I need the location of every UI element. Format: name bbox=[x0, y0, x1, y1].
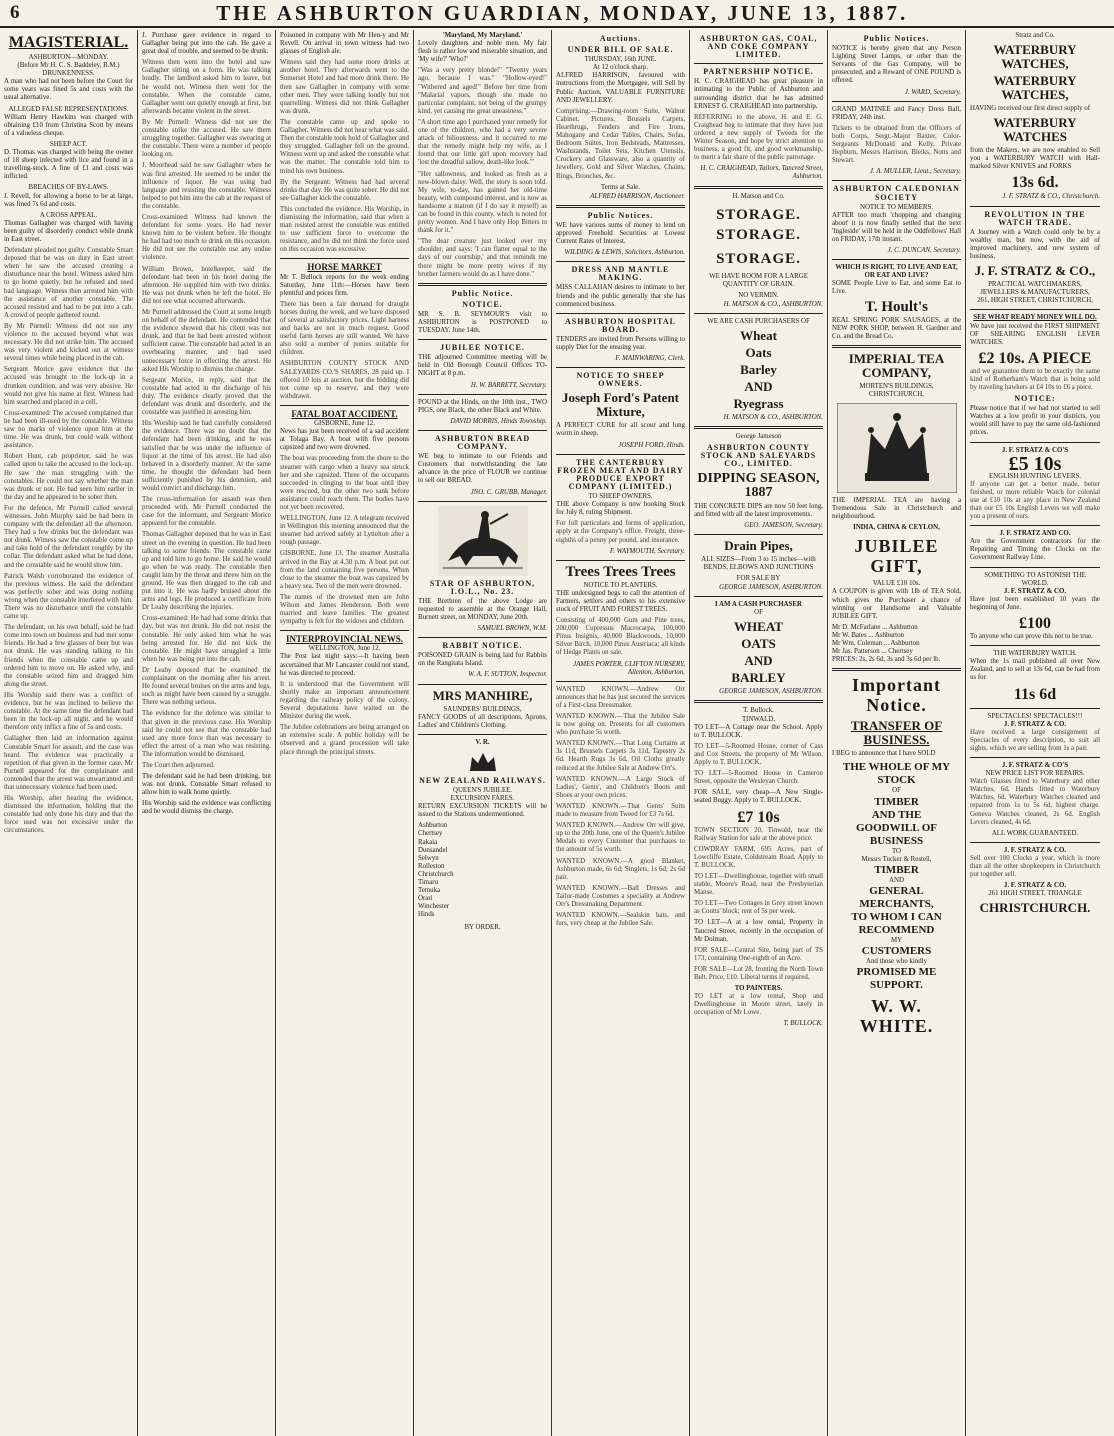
transfer-line: Messrs Tucker & Restell, bbox=[861, 855, 932, 863]
jameson-header: George Jameson bbox=[735, 433, 782, 441]
transfer-line: CUSTOMERS bbox=[861, 944, 932, 957]
storage-heading: STORAGE. STORAGE. bbox=[716, 206, 801, 243]
rabbit-heading: RABBIT NOTICE. bbox=[442, 641, 523, 651]
body-text-block: and we guarantee them to be exactly the same kind of Rotherham's Watch that is being sold by traveling hawkers at £4 10s to £6 a piece. bbox=[970, 367, 1100, 391]
final-city: CHRISTCHURCH. bbox=[979, 900, 1091, 916]
revolution-text: A Journey with a Watch could only be by a wealthy man, but now, with the aid of improved machinery, and new system of business, bbox=[970, 228, 1100, 261]
column-1 bbox=[0, 30, 138, 1436]
section-cross-appeal: A CROSS APPEAL. bbox=[39, 211, 98, 219]
body-text-block: REFERRING to the above, H. and E. G. Craighead beg to intimate that they have just ordered a new supply of Tweeds for the Winter Season, and hope by strict attention to business, a good fit, and good workmanship, to merit a fair share of the public patronage. bbox=[694, 113, 823, 162]
transfer-line: AND bbox=[889, 876, 904, 884]
bread-text: WE beg to intimate to our Friends and Customers that notwithstanding the late advance in the price of FLOUR we continue to sell our BREAD. bbox=[418, 453, 547, 485]
price-2: 11s 6d bbox=[1013, 685, 1057, 703]
station-item: Christchurch bbox=[418, 870, 454, 878]
gas-notice-sig: J. WARD, Secretary. bbox=[904, 88, 961, 96]
body-text-block: Tickets to be obtained from the Officers of both Corps, Sergt.-Major Baxter, Color-Sergeants McDonald and Kelly, Private Hepburn, Messrs Harrison, Bleiks, Notts and Stewart. bbox=[832, 124, 961, 165]
body-text-block: It is understood that the Government will shortly make an important announcement regarding the railway policy of the colony. Several deputations have waited on the Minister during the week. The Jubilee celebrations are being arranged on an extensive scale. A public holiday will be observed and a grand procession will take place through the principal streets. bbox=[280, 680, 409, 756]
dip-sig: GEO. JAMESON, Secretary. bbox=[744, 521, 823, 529]
station-item: Hinds bbox=[418, 911, 435, 919]
hoult-text: REAL SPRING PORK SAUSAGES, at the NEW PORK SHOP, between H. Gardner and Co. and the Bread Co. bbox=[832, 316, 961, 340]
stratz-5: J. F. STRATZ & CO'S bbox=[1001, 761, 1069, 769]
bill-time: At 12 o'clock sharp. bbox=[592, 64, 649, 72]
matson-sig: H. MATSON & CO., ASHBURTON. bbox=[723, 300, 823, 308]
cash-text: WE ARE CASH PURCHASERS OF bbox=[707, 317, 810, 325]
sheep-heading: NOTICE TO SHEEP OWNERS. bbox=[576, 371, 665, 389]
station-item: Winchester bbox=[418, 903, 450, 911]
grain-item: Wheat bbox=[740, 328, 777, 344]
bullock-sig: T. BULLOCK. bbox=[783, 1020, 823, 1028]
transfer-line: PROMISED ME SUPPORT. bbox=[856, 965, 937, 991]
tea-agent-item: Mr D. McFarlane ... Ashburton bbox=[832, 623, 918, 631]
railway-vr: V. R. bbox=[475, 738, 490, 746]
sale-text: FOR SALE, very cheap—A New Single-seated Buggy. Apply to T. BULLOCK. bbox=[694, 789, 823, 805]
poem-text: Lovely daughters and noble men. My fair flesh is rather low and miserable situation, and 'My wife?' 'Who?' bbox=[418, 40, 547, 64]
concert-text: GRAND MATINEE and Fancy Dress Ball, FRIDAY, 24th inst. bbox=[832, 105, 961, 121]
trees-text: THE undersigned begs to call the attention of Farmers, settlers and others to his extensive stock of FRUIT AND FOREST TREES. bbox=[556, 589, 685, 613]
section-false-rep: ALLEGED FALSE REPRESENTATIONS. bbox=[8, 105, 129, 113]
money-text: WE have various sums of money to lend on approved Freehold Securities at Lowest Current Rates of Interest. bbox=[556, 221, 685, 246]
masthead bbox=[0, 0, 1114, 28]
station-item: Timaru bbox=[418, 879, 439, 887]
waterbury-text: HAVING received our first direct supply of bbox=[970, 105, 1091, 113]
matson-header: H. Matson and Co. bbox=[732, 192, 785, 200]
interprovincial-text: The Post last night says:—It having been ascertained that Mr Lancaster could not stand, he was directed to proceed. bbox=[280, 653, 409, 677]
cash-grain-item: OATS bbox=[741, 636, 776, 652]
section-drunkenness: DRUNKENNESS. bbox=[42, 70, 95, 78]
column-4 bbox=[414, 30, 552, 1436]
horse-market-text: Mr T. Bullock reports for the week ending Saturday, June 11th:—Horses have been plentiful and prices firm. bbox=[280, 273, 409, 297]
tea-text: THE IMPERIAL TEA are having a Tremendous Sale in Christchurch and neighbourhood. bbox=[832, 497, 961, 521]
bill-sig: ALFRED HARRISON, Auctioneer. bbox=[590, 192, 685, 200]
revolution-heading: REVOLUTION IN THE WATCH TRADE. bbox=[984, 209, 1086, 227]
bill-date: THURSDAY, 16th JUNE. bbox=[584, 56, 657, 64]
star-lodge-sig: SAMUEL BROWN, W.M. bbox=[477, 625, 547, 633]
tea-lands: INDIA, CHINA & CEYLON, bbox=[853, 524, 940, 532]
hospital-heading: ASHBURTON HOSPITAL BOARD. bbox=[565, 316, 676, 334]
tea-value: VALUE £10 10s. bbox=[872, 580, 921, 588]
cash-sig: GEORGE JAMESON, ASHBURTON. bbox=[719, 688, 823, 696]
fatal-boat-place: GISBORNE, June 12. bbox=[314, 420, 375, 428]
transfer-line: TO WHOM I CAN bbox=[851, 910, 942, 923]
tea-prices: PRICES: 2s, 2s 6d, 3s and 3s 6d per lb. bbox=[832, 656, 941, 664]
railway-sub: QUEEN'S JUBILEE. bbox=[452, 787, 513, 794]
repairs-heading: NEW PRICE LIST FOR REPAIRS. bbox=[985, 770, 1085, 778]
body-text-block: FOR SALE—Central Site, being part of TS 173, containing One-eighth of an Acre. FOR SALE—Lot 28, fronting the North Town Belt. Price, £10. Liberal terms if required. bbox=[694, 946, 823, 981]
body-text-block: Defendant pleaded not guilty. Constable Smart deposed that he was on duty in East street when he saw the accused creating a disturbance near the hotel. Witness asked him to go home quietly, but he refused and used bad language. Witness then arrested him with the assistance of another constable. The accused resisted and had to be put into a cab. A crowd of people gathered round. By Mr Purnell: Witness did not use any violence to the accused beyond what was necessary. He did not strike him. The accused was very violent and kicked out at witness several times while being placed in the cab. Sergeant Morice gave evidence that the accused was brought to the lock-up in a drunken condition, and was very abusive. He would not give his name at first. Witness had him searched and placed in a cell. Cross-examined: The accused complained that he had been ill-used by the constable. Witness saw no marks of violence upon him at the time. He was drunk, but could walk without assistance. Robert Hunt, cab proprietor, said he was called upon to take the accused to the lock-up. He saw the man struggling with the constables. He could not say whether the man was drunk or not. He had seen him earlier in the day and he appeared to be sober then. For the defence, Mr Purnell called several witnesses. John Murphy said he had been in company with the defendant all the afternoon. They had a few drinks but the defendant was not drunk. Witness saw the constable come up and take hold of the defendant roughly by the collar. The defendant asked what he had done, and the constable said he would show him. Patrick Walsh corroborated the evidence of the previous witness. He said the defendant was perfectly sober and was doing nothing wrong when the constable interfered with him. There was no disturbance until the constable came up. The defendant, on his own behalf, said he had come into town on business and had met some friends. He had a few glasses of beer but was not drunk. He was standing talking to his friends when the constable came up and ordered him to move on. He asked why, and the constable seized him and dragged him along the street. His Worship said there was a conflict of evidence, but he was inclined to believe the constable. At the same time the defendant had been in the lock-up all night, and he would therefore only inflict a fine of 5s and costs. Gallagher then laid an information against Constable Smart for assault, and the case was heard. The evidence was practically a repetition of that given in the former case. Mr Purnell appeared for the complainant and contended that the arrest was unwarranted and that unnecessary violence had been used. His Worship, after hearing the evidence, dismissed the information, holding that the constable had only done his duty and that the force used was not excessive under the circumstances. bbox=[4, 247, 133, 835]
trees-heading: Trees Trees Trees bbox=[565, 563, 676, 580]
tooth-text: SOME People Live to Eat, and some Eat to Live. bbox=[832, 280, 961, 296]
waterbury-2: WATERBURY WATCHES, bbox=[993, 73, 1077, 103]
seymour-notice: MR S. B. SEYMOUR'S visit to ASHBURTON is POSTPONED to TUESDAY, June 14th. bbox=[418, 310, 547, 335]
important-notice: Important Notice. bbox=[852, 675, 941, 716]
hinds-pound-text: POUND at the Hinds, on the 10th inst., TWO PIGS, one Black, the other Black and White. bbox=[418, 398, 547, 414]
dip-text: THE CONCRETE DIPS are now 50 feet long, and fitted with all the latest improvements. bbox=[694, 502, 823, 518]
dateline: ASHBURTON—MONDAY. bbox=[28, 54, 109, 61]
cash-grain-item: WHEAT bbox=[734, 619, 783, 635]
transfer-line: And those who kindly bbox=[865, 957, 928, 965]
tea-agent-item: Mr Jas. Patterson ... Chertsey bbox=[832, 648, 913, 656]
column-3 bbox=[276, 30, 414, 1436]
hospital-text: TENDERS are invited from Persons willing to supply Diet for the ensuing year. bbox=[556, 335, 685, 351]
station-item: Rolleston bbox=[418, 862, 445, 870]
yards-heading: ASHBURTON COUNTY STOCK AND SALEYARDS CO., LIMITED. bbox=[700, 443, 817, 469]
body-text-block: The boat was proceeding from the shore to the steamer with cargo when a heavy sea struck her and she capsized. Three of the occupants succeeded in clinging to the boat until they were rescued, but the other two sank before assistance could reach them. The bodies have not yet been recovered. WELLINGTON, June 12. A telegram received in Wellington this morning announced that the steamer had arrived safely at Lyttelton after a rough passage. GISBORNE, June 13. The steamer Australia arrived in the Bay at 4.30 p.m. A boat put out from the land containing five persons. When close to the steamer the boat was capsized by a heavy sea. Two of the men were drowned. The names of the drowned men are John Wilson and James Henderson. Both were married and leave families. The greatest sympathy is felt for the widows and children. bbox=[280, 455, 409, 626]
transfer-line: TO bbox=[891, 847, 902, 855]
grain-item: Barley bbox=[740, 362, 777, 378]
body-text-block: Comprising:—Drawing-room Suite, Walnut Cabinet, Pictures, Brussels Carpets, Hearthrugs, Fenders and Fire Irons, Mahogany and Cedar Tables, Chairs, Sofas, Bedroom Suites, Iron Bedsteads, Mattresses, Washstands, Toilet Sets, Kitchen Utensils, Crockery and Glassware, also a quantity of Jewellery, Gold and Silver Watches, Chains, Rings, Brooches, &c. bbox=[556, 107, 685, 180]
caledonian-text: AFTER too much 'chopping and changing about' it is now finally settled that the next 'Ingleside' will be held in the Oddfellows' Hall on FRIDAY, 17th instant. bbox=[832, 211, 961, 243]
transfer-line: AND THE bbox=[871, 808, 922, 821]
stratz-header: Stratz and Co. bbox=[1015, 32, 1055, 39]
body-text-block: Watch Glasses fitted to Waterbury and other Watches, 6d. Hands fitted to Waterbury Watches, 6d. Waterbury Watches cleaned and repaired from 1s to 5s 6d, highest charge. Geneva Watches cleaned, 2s 6d. English Levers cleaned, 4s 6d. bbox=[970, 778, 1100, 826]
first-text: We have just received the FIRST SHIPMENT OF SHEARING ENGLISH LEVER WATCHES. bbox=[970, 322, 1100, 346]
article-text: His Worship said the evidence was conflicting and he would dismiss the charge. bbox=[142, 800, 271, 816]
gas-heading: ASHBURTON GAS, COAL, AND COKE COMPANY LIMITED. bbox=[699, 34, 818, 60]
body-text-block: TOWN SECTION 20, Tinwald, near the Railway Station for sale at the above price. COWDRAY FARM, 695 Acres, part of Lowcliffe Estate, Coldstream Road. Apply to T. BULLOCK. TO LET—Dwellinghouse, together with small stable, Moore's Road, near the Presbyterian Manse. TO LET—Two Cottages in Grey street known as Coutts' block; rent of 5s per week. bbox=[694, 826, 823, 916]
jubilee-sig: H. W. BARRETT, Secretary. bbox=[470, 381, 547, 389]
frozen-heading: THE CANTERBURY FROZEN MEAT AND DAIRY PRODUCE EXPORT COMPANY (LIMITED.) bbox=[557, 457, 684, 491]
body-text-block: For full particulars and forms of application, apply at the Company's office. Freight, three-eighths of a penny per pound, and insurance. bbox=[556, 520, 685, 544]
stratz-2: J. F. STRATZ AND CO. bbox=[999, 530, 1071, 538]
station-item: Chertsey bbox=[418, 830, 443, 838]
partnership-heading: PARTNERSHIP NOTICE. bbox=[703, 67, 814, 77]
partnership-sig: H. C. CRAIGHEAD, Tailors, Tancred Street, Ashburton. bbox=[700, 165, 823, 181]
transfer-text: I BEG to announce that I have SOLD bbox=[832, 750, 936, 758]
body-text-block: Have received a large consignment of Spectacles of every description, to suit all sights, which we are selling from 1s a pair. bbox=[970, 728, 1100, 752]
stratz-3-text: Have just been established 10 years the beginning of June. bbox=[970, 595, 1100, 611]
cash-grain-item: AND bbox=[744, 653, 773, 669]
fatal-boat-heading: FATAL BOAT ACCIDENT. bbox=[291, 408, 398, 419]
rabbit-sig: W. A. F. SUTTON, Inspector. bbox=[468, 671, 547, 679]
body-text-block: If anyone can get a better made, better finished, or more reliable Watch for colonial use at £10 10s at any place in New Zealand than our £5 10s English Levers we will make you a present of ours. bbox=[970, 480, 1100, 521]
jubilee-notice-text: THE adjourned Committee meeting will be held in Old Borough Council Offices TO-NIGHT at 8 p.m. bbox=[418, 354, 547, 378]
transfer-line: GOODWILL OF BUSINESS bbox=[856, 821, 937, 847]
station-item: Temuka bbox=[418, 887, 441, 895]
crown-icon bbox=[468, 751, 498, 773]
transfer-line: GENERAL MERCHANTS, bbox=[859, 884, 934, 910]
article-text: Poisoned in company with Mr Hen-y and Mr Revell. On arrival in town witness had two glasses of English ale. bbox=[280, 32, 409, 56]
body-text-block: Sell over 100 Clocks a year, which is more than all the other shopkeepers in Christchurch put together sell. bbox=[970, 854, 1100, 879]
column-7 bbox=[828, 30, 966, 1436]
public-notice-header: Public Notice. bbox=[451, 288, 514, 298]
jubilee-notice-heading: JUBILEE NOTICE. bbox=[440, 343, 525, 353]
waterbury-text-2: from the Makers, we are now enabled to Sell you a WATERBURY WATCH with Hall-marked Silver KNIVES and FORKS bbox=[970, 147, 1100, 171]
crown-trademark-icon bbox=[837, 403, 957, 493]
magisterial-heading: MAGISTERIAL. bbox=[8, 34, 129, 51]
concert-sig: J. A. MULLER, Lieut., Secretary. bbox=[869, 168, 961, 176]
stratz-3: J. F. STRATZ & CO. bbox=[1003, 587, 1067, 595]
fiver-heading: J. F. STRATZ & CO'S bbox=[1001, 446, 1069, 454]
manhire-text: FANCY GOODS of all descriptions, Aprons, Ladies' and Children's Clothing. bbox=[418, 713, 547, 729]
partnership-text: H. C. CRAIGHEAD has great pleasure in intimating to the Public of Ashburton and surrounding district that he has admitted ERNEST G. CRAIGHEAD into partnership. bbox=[694, 78, 823, 110]
cash-grain-list bbox=[694, 620, 823, 685]
page-number: 6 bbox=[10, 2, 21, 23]
horse-market-heading: HORSE MARKET bbox=[307, 262, 382, 273]
waterbury-watch-text: When the 1s mail published all over New Zealand, and to sell at 13s 6d, can be had from us for bbox=[970, 658, 1100, 682]
body-text-block: There has been a fair demand for draught horses during the week, and we have disposed of several at satisfactory prices. Light harness and hacks are not in much request. Good useful farm horses are still wanted. We have also sold a number of ponies suitable for children. ASHBURTON COUNTY STOCK AND SALEYARDS CO.'S SHARES, 28 paid up. I offered 10 lots at auction, but the bidding did not come up to reserve, and they were withdrawn. bbox=[280, 300, 409, 400]
transfer-line: THE WHOLE OF MY STOCK bbox=[842, 761, 951, 787]
notice-heading: NOTICE: bbox=[1014, 394, 1056, 404]
column-2 bbox=[138, 30, 276, 1436]
tea-jubilee: JUBILEE GIFT, bbox=[854, 536, 939, 577]
fatal-boat-text: News has just been received of a sad accident at Tolaga Bay. A boat with five persons capsized and two were drowned. bbox=[280, 428, 409, 452]
hundred-text: To anyone who can prove this not to be true. bbox=[970, 633, 1093, 641]
caledonian-sub: NOTICE TO MEMBERS. bbox=[859, 203, 934, 211]
gas-notice-text: NOTICE is hereby given that any Person Lighting Street Lamps, or other than the Servants of the Gas Company, will be prosecuted, and a Reward of ONE POUND is offered. bbox=[832, 45, 961, 85]
painters-heading: TO PAINTERS. bbox=[734, 985, 783, 993]
star-lodge-heading: STAR OF ASHBURTON, I.O.L., No. 23. bbox=[429, 578, 536, 596]
storage-heading-2: STORAGE. bbox=[716, 250, 801, 267]
poem-title: 'Maryland, My Maryland.' bbox=[442, 32, 523, 39]
article-text: A man who had not been before the Court for some years was fined 5s and costs with the usual alternative. bbox=[4, 78, 133, 102]
body-text-block: "Was a very pretty blonde!" "Twenty years ago, because I was." "Hollow-eyed!" "Withered and aged!" Before her time from "Malarial vapors, though she made no particular complaint, not being of the grumpy kind, yet causing me great uneasiness." "A short time ago I purchased your remedy for one of the children, who had a very severe attack of biliousness, and it occurred to me that the remedy might help my wife, as I found that our little girl upon recovery had 'lost the dreadful sallow, death-like look.'" "Her sallowness, and looked as fresh as a new-blown daisy. Well, the story is soon told. My wife, to-day, has gained her old-time beauty, with compound interest, and is now as handsome a matron (if I do say it myself) as can be found in this county, which is noted for pretty women. And I have only Hop Bitters to thank for it." "The dear creature just looked over my shoulder, and says: 'I can flatter equal to the days of our courtship,' and that reminds me there might be more pretty wives if my brother farmers would do as I have done." bbox=[418, 67, 547, 278]
caledonian-sig: J. C. DUNCAN, Secretary. bbox=[887, 247, 961, 255]
transfer-line: TIMBER bbox=[874, 863, 919, 876]
column-container bbox=[0, 30, 1114, 1436]
waterbury-watch-heading: THE WATERBURY WATCH. bbox=[993, 650, 1077, 658]
manhire-sub: SAUNDERS' BUILDINGS, bbox=[443, 705, 522, 713]
bill-text: ALFRED HARRISON, favoured with instructions from the Mortgagee, will Sell by Public Auction, VALUABLE FURNITURE AND JEWELLERY. bbox=[556, 72, 685, 104]
frozen-sig: F. WAYMOUTH, Secretary. bbox=[609, 547, 685, 555]
spectacles: SPECTACLES! SPECTACLES!!! bbox=[987, 712, 1083, 720]
station-item: Orari bbox=[418, 895, 433, 903]
transfer-line: MY bbox=[890, 936, 903, 944]
transfer-line: RECOMMEND bbox=[858, 923, 935, 936]
grain-item: Oats bbox=[745, 345, 772, 361]
body-text-block: TO LET—5-Roomed House, corner of Cass and Cox Streets, the property of Mr Wilson. Apply to T. BULLOCK. TO LET—5-Roomed House in Cameron Street, opposite the Wesleyan Church. bbox=[694, 742, 823, 786]
hinds-sig: DAVID MORRIS, Hinds Township. bbox=[450, 417, 547, 425]
station-item: Ashburton bbox=[418, 822, 448, 830]
no-vermin: NO VERMIN. bbox=[738, 291, 779, 299]
frozen-sub: TO SHEEP OWNERS. bbox=[588, 493, 653, 501]
masthead-title: THE ASHBURTON GUARDIAN, MONDAY, JUNE 13, 1887. bbox=[216, 0, 909, 25]
bread-sig: JNO. C. GRUBB, Manager. bbox=[470, 488, 547, 496]
tea-agent-item: Mr W. Bates ... Ashburton bbox=[832, 631, 904, 639]
notice-text: Please notice that if we had not started to sell Watches at a low profit in your districts, you would still have to pay the same old-fashioned prices. bbox=[970, 405, 1100, 437]
transfer-line: OF bbox=[892, 787, 901, 795]
railway-footer: BY ORDER. bbox=[464, 923, 501, 931]
stratz-2-text: Are the Government contractors for the Repairing and Timing the Clocks on the Government Railway Line. bbox=[970, 538, 1100, 562]
cash-purchaser-heading: I AM A CASH PURCHASER bbox=[715, 601, 802, 609]
storage-text: WE HAVE ROOM FOR A LARGE QUANTITY OF GRAIN. bbox=[709, 272, 808, 288]
cash-grain-item: BARLEY bbox=[731, 670, 786, 686]
station-item: Dunsandel bbox=[418, 846, 448, 854]
ford-sig: JOSEPH FORD, Hinds. bbox=[618, 441, 685, 449]
article-text: J. Purchase gave evidence in regard to Gallagher being put into the cab. He gave a great deal of trouble, and seemed to be drunk. bbox=[142, 32, 271, 56]
hospital-sig: F. MAINWARING, Clerk. bbox=[615, 355, 685, 363]
horseman-illustration-icon bbox=[438, 506, 528, 576]
notice-heading: NOTICE. bbox=[462, 299, 503, 309]
matson-sig-2: H. MATSON & CO., ASHBURTON. bbox=[723, 414, 823, 422]
frozen-text: THE above Company is now booking Stock for July 8, ruling Shipment. bbox=[556, 501, 685, 517]
body-text-block: Consisting of 400,000 Gum and Pine trees, 200,000 Cupressus Macrocarpa, 100,000 Pinus Insignis, 40,000 Blackwoods, 10,000 Silver Birch, 10,000 Pinus Austriaca; all kinds of Hedge Plants on sale. bbox=[556, 617, 685, 657]
interprovincial-place: WELLINGTON, June 12. bbox=[308, 645, 381, 653]
section-bylaws: BREACHES OF BY-LAWS. bbox=[28, 184, 109, 192]
drain-sale: FOR SALE BY bbox=[736, 575, 781, 582]
body-text-block: TO LET at a low rental, Shop and Dwellinghouse in Moore street, lately in occupation of Mr Lowe. bbox=[694, 993, 823, 1017]
article-text: William Henry Hawkins was charged with obtaining £10 from Christina Scott by means of a valueless cheque. bbox=[4, 113, 133, 137]
price-text: £7 10s bbox=[737, 808, 780, 826]
ford-heading: Joseph Ford's Patent Mixture, bbox=[562, 390, 679, 420]
railway-heading: NEW ZEALAND RAILWAYS. bbox=[419, 775, 546, 785]
let-text-2: TO LET—A at a low rental, Property in Tancred Street, recently in the occupation of Mr Dolman. bbox=[694, 919, 823, 943]
railway-sub2: EXCURSION FARES. bbox=[450, 795, 515, 803]
dress-heading: DRESS AND MANTLE MAKING. bbox=[571, 265, 670, 283]
hundred: £100 bbox=[1019, 615, 1051, 633]
tea-agent-list bbox=[832, 624, 961, 656]
drain-sig: GEORGE JAMESON, ASHBURTON. bbox=[719, 584, 823, 592]
stratz-sub: PRACTICAL WATCHMAKERS, JEWELLERS & MANUFACTURERS, bbox=[980, 281, 1090, 297]
waterbury-1: WATERBURY WATCHES, bbox=[993, 42, 1077, 72]
drain-heading: Drain Pipes, bbox=[724, 537, 793, 553]
hoult-name: T. Hoult's bbox=[864, 298, 929, 315]
bullock-header: T. Bullock. bbox=[743, 707, 774, 715]
ready-money: SEE WHAT READY MONEY WILL DO. bbox=[973, 314, 1097, 322]
auctions-header: Auctions. bbox=[599, 34, 642, 43]
stratz-name: J. F. STRATZ & CO., bbox=[974, 263, 1096, 279]
article-text: The defendant said he had been drinking, but was not drunk. Constable Smart refused to allow him to walk home quietly. bbox=[142, 773, 271, 797]
column-8 bbox=[966, 30, 1104, 1436]
waterbury-3: WATERBURY WATCHES bbox=[993, 115, 1077, 145]
article-text: J. Revell, for allowing a horse to be at large, was fined 7s 6d and costs. bbox=[4, 192, 133, 208]
astonish: SOMETHING TO ASTONISH THE WORLD. bbox=[984, 571, 1086, 587]
tea-heading: IMPERIAL TEA COMPANY, bbox=[848, 350, 945, 380]
article-text: Thomas Gallagher was charged with having been guilty of disorderly conduct while drunk in East street. bbox=[4, 219, 133, 243]
stratz-6: J. F. STRATZ & CO. bbox=[1003, 846, 1067, 854]
caledonian-heading: ASHBURTON CALEDONIAN SOCIETY bbox=[833, 184, 960, 202]
transfer-lines bbox=[832, 761, 961, 992]
stratz-addr: 261, HIGH STREET, CHRISTCHURCH, bbox=[977, 297, 1093, 305]
bench: (Before Mr H. C. S. Baddeley, R.M.) bbox=[17, 62, 120, 70]
article-text: D. Thomas was charged with being the owner of 18 sheep infected with lice and found in a travelling-stock. A fine of £1 and costs was inflicted. bbox=[4, 149, 133, 181]
price-1: £2 10s. A PIECE bbox=[978, 349, 1092, 367]
tooth-heading: WHICH IS RIGHT, TO LIVE AND EAT, OR EAT AND LIVE? bbox=[835, 264, 958, 280]
final-addr: 261 HIGH STREET, TRIANGLE bbox=[988, 890, 1082, 898]
interprovincial-heading: INTERPROVINCIAL NEWS. bbox=[285, 634, 404, 645]
trees-sub: NOTICE TO PLANTERS. bbox=[583, 581, 658, 589]
railway-text: RETURN EXCURSION TICKETS will be issued to the Stations undermentioned. bbox=[418, 803, 547, 819]
tea-agent-item: Mr Wm. Coleman ... Ashburton bbox=[832, 640, 920, 648]
cash-of: OF bbox=[754, 609, 763, 617]
waterbury-price: 13s 6d. bbox=[1011, 174, 1059, 192]
dip-heading: DIPPING SEASON, 1887 bbox=[697, 470, 820, 500]
transfer-line: TIMBER bbox=[874, 795, 919, 808]
waterbury-sig: J. F. STRATZ & CO., Christchurch. bbox=[1002, 193, 1100, 201]
grain-list bbox=[694, 329, 823, 411]
star-lodge-text: THE Brethren of the above Lodge are requested to assemble at the Orange Hall, Burnett street, on MONDAY, June 20th. bbox=[418, 597, 547, 621]
column-5 bbox=[552, 30, 690, 1436]
stratz-7: J. F. STRATZ & CO. bbox=[1003, 882, 1067, 890]
grain-item: AND bbox=[744, 379, 773, 395]
gas-notice-header: Public Notices. bbox=[863, 34, 930, 43]
dress-text: MISS CALLAHAN desires to intimate to her friends and the public generally that she has commenced business. bbox=[556, 284, 685, 308]
let-text: TO LET—A Cottage near the School. Apply to T. BULLOCK. bbox=[694, 723, 823, 739]
rabbit-text: POISONED GRAIN is being laid for Rabbits on the Rangitata Island. bbox=[418, 652, 547, 668]
body-text-block: Witness said they had some more drinks at another hotel. They afterwards went to the Somerset Hotel and had more drink there. He then saw Gallagher in company with some other men. They were talking loudly but not quarrelling. Witness did not think Gallagher was drunk. The constable came up and spoke to Gallagher. Witness did not hear what was said. Then the constable took hold of Gallagher and they struggled. Gallagher fell on the ground. Witness went up and asked the constable what was the matter. The constable told him to mind his own business. By the Sergeant: Witness had had several drinks that day. He was quite sober. He did not see Gallagher kick the constable. This concluded the evidence. His Worship, in dismissing the information, said that when a man resisted arrest the constable was entitled to use sufficient force to overcome the resistance, and he did not think the force used on this occasion was excessive. bbox=[280, 59, 409, 254]
fiver-price: £5 10s bbox=[1008, 452, 1062, 475]
manhire-heading: MRS MANHIRE, bbox=[432, 687, 533, 703]
body-text-block: Witness then went into the hotel and saw Gallagher sitting on a form. He was talking loudly. The landlord asked him to leave, but he would not. Witness then went for the constable. When the constable came, Gallagher went out quietly enough at first, but afterwards became violent in the street. By Mr Purnell: Witness did not see the constable strike the accused. He saw them struggling together. Gallagher was swearing at the constable. There were a number of people looking on. J. Moorhead said he saw Gallagher when he was first arrested. He seemed to be under the influence of liquor. He was using bad language and resisting the constable. Witness helped to put him into the cab at the request of the constable. Cross-examined: Witness had known the defendant for some years. He had never known him to be violent before. He thought he had had too much to drink on this occasion. He did not see the constable use any undue violence. William Brown, hotelkeeper, said the defendant had been in his hotel during the afternoon. He supplied him with two drinks. He was not drunk when he left the hotel. He did not see what occurred afterwards. Mr Purnell addressed the Court at some length on behalf of the defendant. He contended that the evidence showed that his client was not drunk, and that he had been arrested without sufficient cause. The constable had acted in an overbearing manner, and had used unnecessary force in effecting the arrest. He asked His Worship to dismiss the charge. Sergeant Morice, in reply, said that the constable had acted in the discharge of his duty. The evidence clearly proved that the defendant was drunk and disorderly, and the constable was justified in arresting him. His Worship said he had carefully considered the evidence. There was no doubt that the defendant had been drinking, and he was satisfied that he was under the influence of liquor at the time of his arrest. He had also behaved in a disorderly manner. At the same time, he thought the defendant had been sufficiently punished by his detention, and would convict and discharge him. The cross-information for assault was then proceeded with. Mr Purnell conducted the case for the informant, and Sergeant Morice appeared for the constable. Thomas Gallagher deposed that he was in East street on the evening in question. He had been talking to some friends. The constable came up and told him to go home. He said he would go when he was ready. The constable then caught him by the throat and threw him on the ground. He was then dragged to the cab and put into it. He was badly bruised about the arms and legs. He produced a certificate from Dr Leahy describing the injuries. Cross-examined: He had had some drinks that day, but was not drunk. He did not resist the constable. He only asked him what he was being arrested for. He did not kick the constable. He might have struggled a little when he was being put into the cab. Dr Leahy deposed that he examined the complainant on the morning after his arrest. He found several bruises on the arms and legs, such as might have been caused by a struggle. There was nothing serious. The evidence for the defence was similar to that given in the previous case. His Worship said he could not see that the constable had used any more force than was necessary to effect the arrest of a man who was resisting. The information would be dismissed. The Court then adjourned. bbox=[142, 59, 271, 769]
public-notices-header: Public Notices. bbox=[587, 210, 654, 220]
grain-item: Ryegrass bbox=[733, 396, 784, 412]
railway-station-list bbox=[418, 822, 547, 919]
station-item: Selwyn bbox=[418, 854, 439, 862]
tinwald: TINWALD, bbox=[741, 715, 776, 723]
section-sheep-act: SHEEP ACT. bbox=[49, 140, 88, 148]
body-text-block: WANTED KNOWN.—Andrew Orr announces that he has just secured the services of a First-class Dressmaker. WANTED KNOWN.—That the Jubilee Sale is now going on. Presents for all customers who purchase 5s worth. WANTED KNOWN.—That Long Curtains at 3s 11d, Brussels Carpets 3s 11d, Tapestry 2s 6d. Hearth Rugs 3s 6d, Oil Cloths greatly reduced at the Jubilee Sale at Andrew Orr's. WANTED KNOWN.—A Large Stock of Ladies', Gents', and Children's Boots and Shoes at your own prices. WANTED KNOWN.—That Gents' Suits made to measure from Tweed for £3 7s 6d. WANTED KNOWN.—Andrew Orr will give, up to the 20th June, one of the Queen's Jubilee Medals to every Customer that purchases to the amount of 5s worth. WANTED KNOWN.—A good Blanket, Ashburton made, 6s 6d; Singlets, 1s 6d; 2s 6d pair. WANTED KNOWN.—Ball Dresses and Tailor-made Costumes a speciality at Andrew Orr's Dressmaking Department. WANTED KNOWN.—Sealskin hats, and furs, very cheap at the Jubilee Sale. bbox=[556, 685, 685, 928]
transfer-heading: TRANSFER OF BUSINESS. bbox=[850, 718, 943, 748]
stratz-4: J. F. STRATZ & CO. bbox=[1003, 720, 1067, 728]
column-6 bbox=[690, 30, 828, 1436]
trees-sig: JAMES PORTER, CLIFTON NURSERY, Allenton, Ashburton. bbox=[573, 660, 685, 676]
tea-sub: MORTEN'S BUILDINGS, CHRISTCHURCH, bbox=[859, 382, 934, 398]
ford-text: A PERFECT CURE for all scour and lung worm in sheep. bbox=[556, 422, 685, 438]
guaranteed: ALL WORK GUARANTEED. bbox=[991, 829, 1079, 837]
station-item: Rakaia bbox=[418, 838, 438, 846]
money-sig: WILDING & LEWIS, Solicitors, Ashburton. bbox=[564, 249, 685, 257]
fiver-sub: ENGLISH HUNTING LEVERS. bbox=[988, 472, 1082, 480]
drain-text: ALL SIZES—From 3 to 15 inches—with BENDS, ELBOWS AND JUNCTIONS bbox=[701, 555, 816, 571]
bill-heading: UNDER BILL OF SALE. bbox=[567, 45, 674, 55]
bill-terms: Terms at Sale. bbox=[600, 183, 641, 191]
transfer-sig: W. W. WHITE. bbox=[859, 995, 934, 1036]
bread-heading: ASHBURTON BREAD COMPANY. bbox=[434, 433, 531, 452]
tea-text-2: A COUPON is given with 1lb of TEA Sold, which gives the Purchaser a chance of winning our Handsome and Valuable JUBILEE GIFT. bbox=[832, 588, 961, 620]
